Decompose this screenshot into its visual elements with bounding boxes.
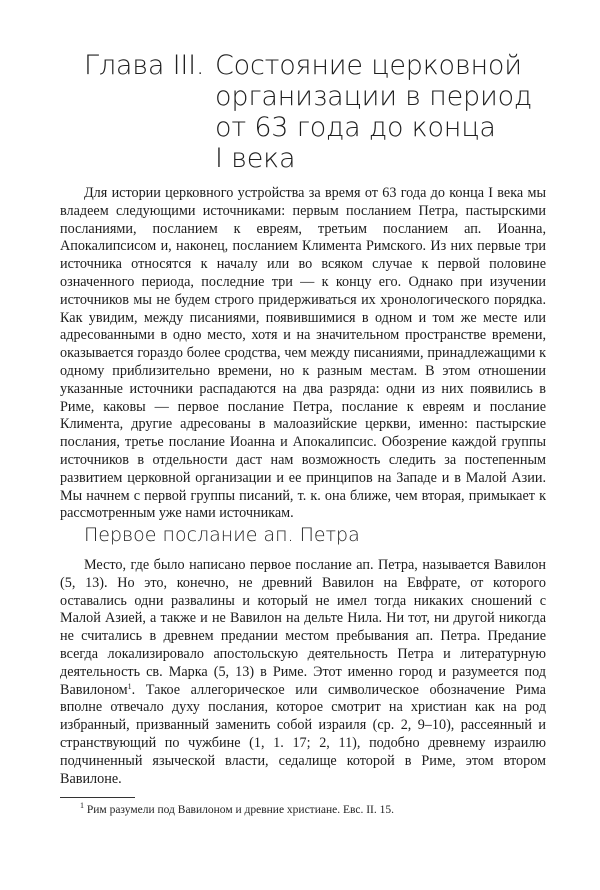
section-paragraph-block: [60, 557, 546, 788]
footnote-text: Рим разумели под Вавилоном и древние христиане. Евс. II. 15.: [86, 804, 394, 816]
intro-paragraph-block: [60, 185, 546, 523]
chapter-title: [84, 50, 554, 174]
footnote: [80, 803, 540, 817]
section-paragraph: Место, где было написано первое послание ап. Петра, называется Вавилон (5, 13). Но это, конечно, не древний Вавилон на Евфрате, от которого оставались одни развалины и который не имел тогда никаких сношений с Малой Азией, а также и не Вавилон на дельте Нила. Ни тот, ни другой никогда не считались в древнем предании местом пребывания ап. Петра. Предание всегда локализировало апостольскую деятельность Петра и литературную деятельность св. Марка (5, 13) в Риме. Этот именно город и разумеется под Вавилоном$^1$. Такое аллегорическое или символическое обозначение Рима вполне отвечало духу послания, которое смотрит на христиан как на род избранный, призванный заменить собой израиля (ср. 2, 9–10), рассеянный и странствующий по чужбине (1, 1. 17; 2, 11), подобно древнему израилю подчиненный языческой власти, седалище которой в Риме, этом втором Вавилоне.: [60, 557, 546, 787]
chapter-title-line-2: организации в период: [215, 81, 532, 112]
footnote-number: 1: [80, 801, 84, 810]
chapter-title-line-4: I века: [215, 143, 296, 174]
section-title: Первое послание ап. Петра: [84, 524, 360, 546]
footnote-divider: [60, 797, 135, 798]
chapter-title-line-1: Глава III. Состояние церковной: [84, 50, 522, 81]
footnote-reference[interactable]: 1: [127, 681, 132, 691]
chapter-title-line-3: от 63 года до конца: [215, 112, 496, 143]
intro-paragraph: Для истории церковного устройства за время от 63 года до конца I века мы владеем следующими источниками: первым посланием Петра, пастырскими посланиями, посланием к евреям, третьим посланием ап. Иоанна, Апокалипсисом и, наконец, посланием Климента Римского. Из них первые три источника относятся к началу или во всяком случае к первой половине означенного периода, последние три — к концу его. Однако при изучении источников мы не будем строго придерживаться их хронологического порядка. Как увидим, между писаниями, появившимися в одном и том же месте или адресованными в одно место, хотя и на значительном пространстве времени, оказывается гораздо более сродства, чем между писаниями, принадлежащими к одному приблизительно времени, но к разным местам. В этом отношении указанные источники распадаются на два разряда: одни из них появились в Риме, каковы — первое послание Петра, послание к евреям и послание Климента, другие адресованы в малоазийские церкви, именно: пастырские послания, третье послание Иоанна и Апокалипсис. Обозрение каждой группы источников в отдельности даст нам возможность следить за постепенным развитием церковной организации и ее принципов на Западе и в Малой Азии. Мы начнем с первой группы писаний, т. к. она ближе, чем вторая, примыкает к рассмотренным уже нами источникам.: [60, 185, 546, 522]
chapter-label: Глава III.: [84, 50, 205, 81]
